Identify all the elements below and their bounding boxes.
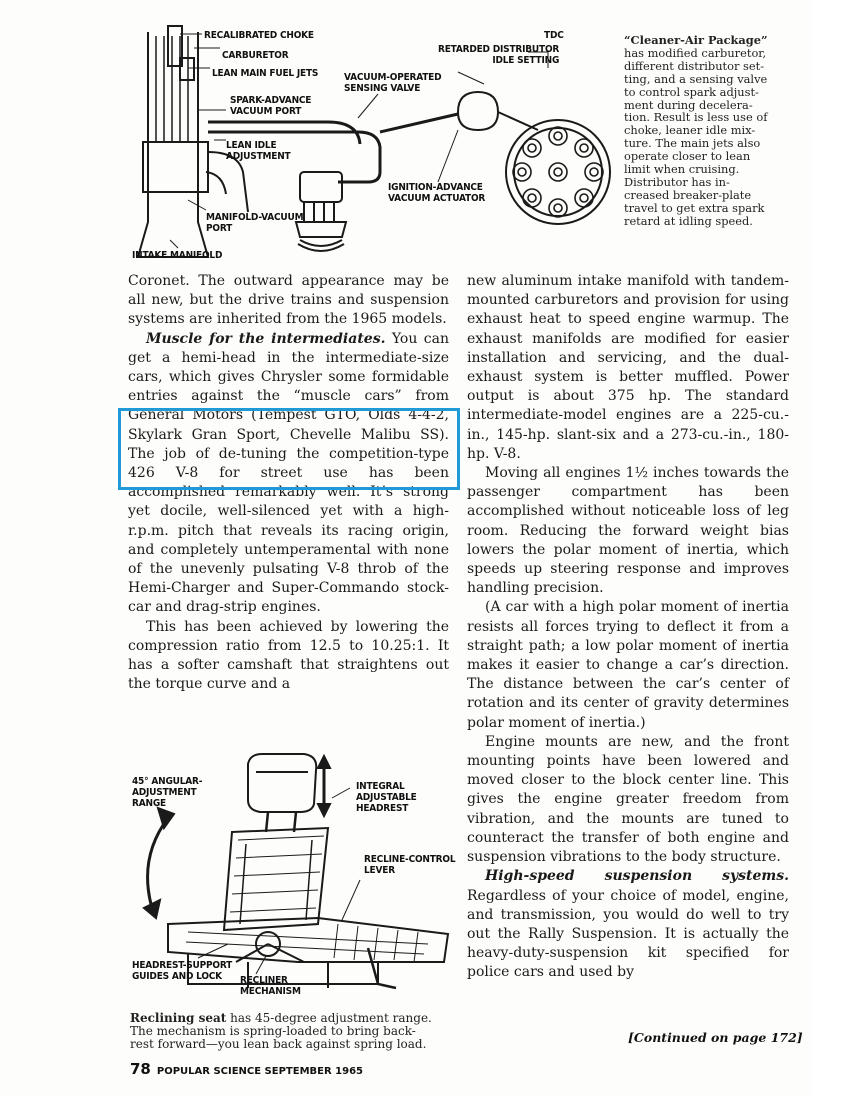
- paragraph-text: You can get a hemi-head in the intermediate-size cars, which gives Chrysler some: [128, 330, 449, 386]
- caption-line: travel to get extra spark: [624, 200, 765, 215]
- label-line: VACUUM-OPERATED: [344, 72, 442, 83]
- paragraph-text: The job of de-tuning the competition-type 426 V-8 for street use has been accomplished remarkably well. It’s strong yet docile, well-silenced yet with a high-r.p.m. pitch that reveals its racing origin, and completely untemperamental with none of the unevenly pulsating V-8 throb of the Hemi-Charger and Super-Commando stock-car and drag-strip engines.: [128, 445, 449, 616]
- caption-line: ture. The main jets also: [624, 136, 761, 151]
- page-number: 78: [130, 1060, 151, 1078]
- label-line: VACUUM PORT: [230, 106, 302, 117]
- caption-line: choke, leaner idle mix-: [624, 123, 756, 138]
- article-right-column: [467, 272, 789, 983]
- page-margin: [812, 0, 852, 1096]
- caption-line: rest forward—you lean back against spring load.: [130, 1037, 427, 1051]
- label-line: 45° ANGULAR-: [132, 776, 203, 787]
- label-lean-idle-adjustment: [226, 140, 290, 162]
- label-line: SENSING VALVE: [344, 83, 421, 94]
- label-line: RECLINE-CONTROL: [364, 854, 456, 865]
- highlighted-text: formidable entries against the “muscle cars” from General Motors (Tempest GTO, Olds 4-4-2, Skylark Gran Sport, Chevelle Malibu SS).: [128, 369, 449, 443]
- section-heading-suspension: High-speed suspension systems.: [485, 868, 789, 885]
- label-line: LEVER: [364, 865, 395, 876]
- caption-bold: Reclining seat: [130, 1011, 227, 1025]
- seat-figure-caption: [130, 1012, 456, 1051]
- caption-line: Distributor has in-: [624, 174, 730, 189]
- article-paragraph: [467, 867, 789, 982]
- article-paragraph: Engine mounts are new, and the front mounting points have been lowered and moved closer to the block center line. This gives the engine greater freedom from vibration, and the mounts are tuned to counteract the transfer of both engine and suspension vibrations to the body structure.: [467, 733, 789, 866]
- label-line: RETARDED DISTRIBUTOR: [438, 44, 560, 55]
- label-recline-control-lever: [364, 854, 455, 876]
- label-retarded-distributor: [438, 44, 559, 66]
- label-line: PORT: [206, 223, 233, 234]
- caption-text: has 45-degree adjustment range.: [226, 1011, 432, 1025]
- label-line: MANIFOLD-VACUUM: [206, 212, 304, 223]
- label-angular-adjustment-range: [132, 776, 202, 809]
- label-line: IGNITION-ADVANCE: [388, 182, 483, 193]
- label-line: MECHANISM: [240, 986, 301, 997]
- label-line: IDLE SETTING: [492, 55, 560, 66]
- page-footer: [130, 1060, 363, 1078]
- section-heading-muscle: Muscle for the intermediates.: [146, 330, 386, 347]
- label-headrest-support-guides: [132, 960, 232, 982]
- engine-figure-caption: [624, 34, 784, 228]
- label-line: RANGE: [132, 798, 166, 809]
- highlight-box: [118, 408, 460, 490]
- label-vacuum-operated-valve: [344, 72, 441, 94]
- label-line: GUIDES AND LOCK: [132, 971, 222, 982]
- publication-line: POPULAR SCIENCE SEPTEMBER 1965: [156, 1066, 363, 1077]
- label-line: HEADREST-SUPPORT: [132, 960, 233, 971]
- caption-line: creased breaker-plate: [624, 187, 752, 202]
- label-manifold-vacuum-port: [206, 212, 303, 234]
- label-line: INTEGRAL: [356, 781, 405, 792]
- caption-line: ment during decelera-: [624, 97, 753, 112]
- label-line: SPARK-ADVANCE: [230, 95, 312, 106]
- label-tdc: TDC: [544, 30, 564, 41]
- continued-note: [Continued on page 172]: [628, 1030, 803, 1045]
- label-line: HEADREST: [356, 803, 409, 814]
- label-spark-advance: [230, 95, 311, 117]
- label-line: VACUUM ACTUATOR: [388, 193, 486, 204]
- article-paragraph: new aluminum intake manifold with tandem-mounted carburetors and provision for using exhaust heat to speed engine warmup. The exhaust manifolds are modified for easier installation and servicing, and the dual-exhaust system is better muffled. Power output is about 375 hp. The standard intermediate-model engines are a 225-cu.-in., 145-hp. slant-six and a 273-cu.-in., 180-hp. V-8.: [467, 273, 789, 462]
- label-recliner-mechanism: [240, 975, 301, 997]
- caption-line: to control spark adjust-: [624, 84, 759, 99]
- label-carburetor: CARBURETOR: [222, 50, 289, 61]
- label-lean-main-fuel-jets: LEAN MAIN FUEL JETS: [212, 68, 319, 79]
- label-intake-manifold: INTAKE MANIFOLD: [132, 250, 223, 261]
- article-paragraph: Moving all engines 1½ inches towards the passenger compartment has been accomplished without noticeable loss of leg room. Reducing the forward weight bias lowers the polar moment of inertia, which speeds up steering response and improves handling precision.: [467, 465, 789, 597]
- caption-title: “Cleaner-Air Package”: [624, 33, 768, 47]
- label-recalibrated-choke: RECALIBRATED CHOKE: [204, 30, 314, 41]
- article-paragraph: This has been achieved by lowering the compression ratio from 12.5 to 10.25:1. It has a softer camshaft that straightens out the torque curve and a: [128, 618, 449, 693]
- caption-line: has modified carburetor,: [624, 45, 767, 60]
- label-line: ADJUSTMENT: [132, 787, 197, 798]
- caption-line: operate closer to lean: [624, 149, 751, 164]
- caption-line: The mechanism is spring-loaded to bring back-: [130, 1024, 416, 1038]
- label-line: ADJUSTABLE: [356, 792, 417, 803]
- paragraph-text: Regardless of your choice of model, engine, and transmission, you would do well to try out the Rally Suspension. It is actually the heavy-duty-suspension kit specified for police cars and used by: [467, 887, 789, 981]
- label-line: LEAN IDLE: [226, 140, 277, 151]
- caption-line: ting, and a sensing valve: [624, 71, 768, 86]
- caption-line: different distributor set-: [624, 58, 765, 73]
- label-line: ADJUSTMENT: [226, 151, 291, 162]
- caption-line: tion. Result is less use of: [624, 110, 768, 125]
- caption-line: retard at idling speed.: [624, 213, 753, 228]
- article-paragraph: Coronet. The outward appearance may be all new, but the drive trains and suspension systems are inherited from the 1965 models.: [128, 273, 449, 328]
- caption-line: limit when cruising.: [624, 162, 740, 177]
- label-ignition-advance-actuator: [388, 182, 485, 204]
- label-integral-adjustable-headrest: [356, 781, 417, 814]
- label-line: RECLINER: [240, 975, 288, 986]
- article-paragraph: (A car with a high polar moment of inertia resists all forces trying to deflect it from a straight path; a low polar moment of inertia makes it easier to change a car’s direction. The distance between the car’s center of rotation and its center of gravity determines polar moment of inertia.): [467, 599, 789, 731]
